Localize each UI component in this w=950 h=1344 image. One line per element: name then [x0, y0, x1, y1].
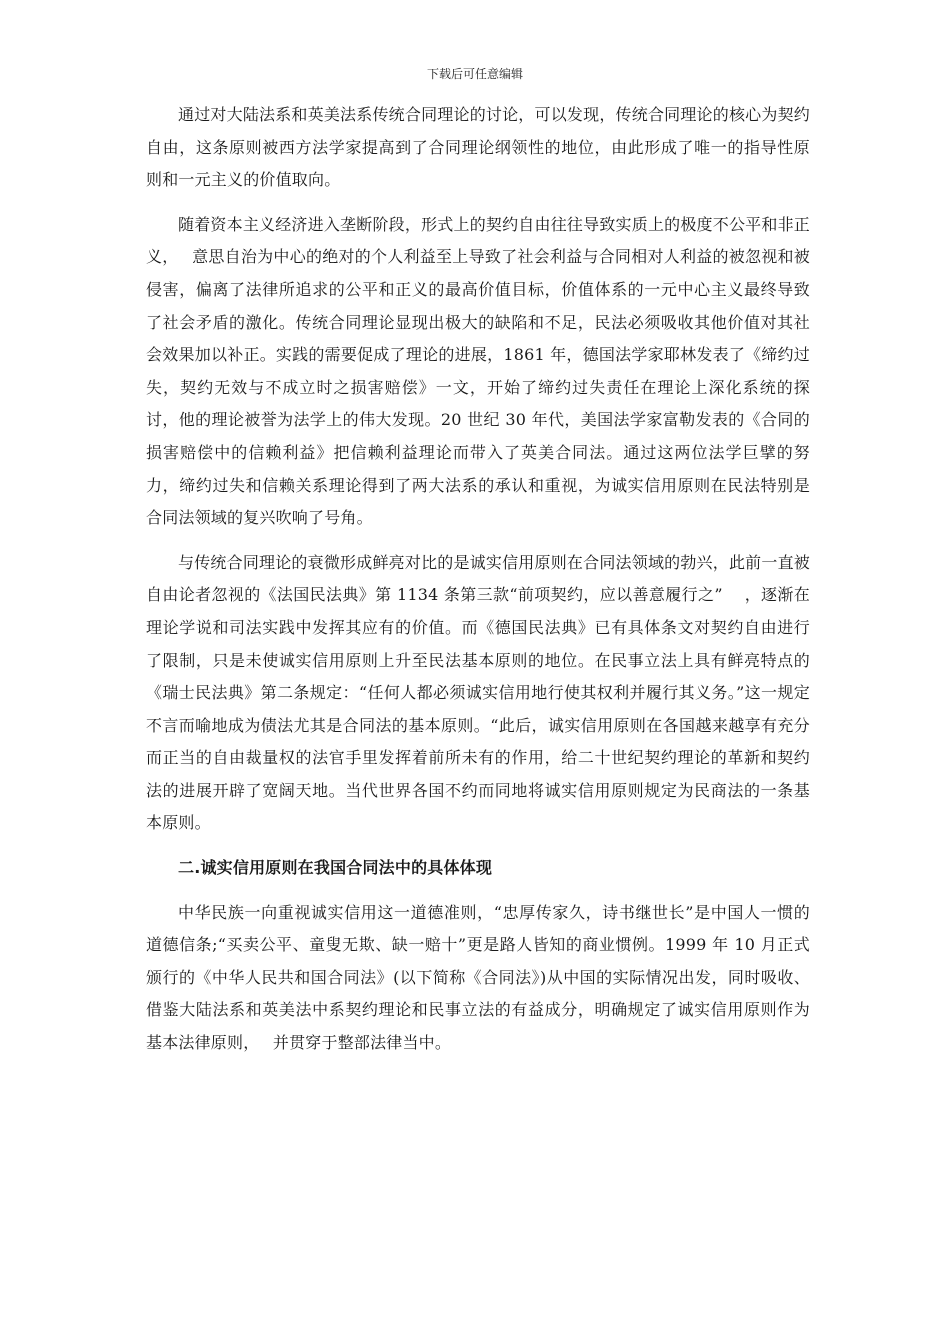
paragraph-4: 中华民族一向重视诚实信用这一道德准则，“忠厚传家久，诗书继世长”是中国人一惯的道德信条;“买卖公平、童叟无欺、缺一赔十”更是路人皆知的商业惯例。1999 年 10 月正式颁行的《中华人民共和国合同法》(以下简称《合同法》)从中国的实际情况出发，同时吸收、借鉴大陆法系和英美法中系契约理论和民事立法的有益成分，明确规定了诚实信用原则作为基本法律原则， 并贯穿于整部法律当中。 — [146, 902, 810, 1053]
paragraph-3: 与传统合同理论的衰微形成鲜亮对比的是诚实信用原则在合同法领域的勃兴，此前一直被自由论者忽视的《法国民法典》第 1134 条第三款“前项契约，应以善意履行之” ，逐渐在理论学说和司法实践中发挥其应有的价值。而《德国民法典》已有具体条文对契约自由进行了限制，只是未使诚实信用原则上升至民法基本原则的地位。在民事立法上具有鲜亮特点的《瑞士民法典》第二条规定：“任何人都必须诚实信用地行使其权利并履行其义务。”这一规定不言而喻地成为债法尤其是合同法的基本原则。“此后，诚实信用原则在各国越来越享有充分而正当的自由裁量权的法官手里发挥着前所未有的作用，给二十世纪契约理论的革新和契约法的进展开辟了宽阔天地。当代世界各国不约而同地将诚实信用原则规定为民商法的一条基本原则。 — [146, 552, 810, 833]
paragraph-2: 随着资本主义经济进入垄断阶段，形式上的契约自由往往导致实质上的极度不公平和非正义， 意思自治为中心的绝对的个人利益至上导致了社会利益与合同相对人利益的被忽视和被侵害，偏离了法律所追求的公平和正义的最高价值目标，价值体系的一元中心主义最终导致了社会矛盾的激化。传统合同理论显现出极大的缺陷和不足，民法必须吸收其他价值对其社会效果加以补正。实践的需要促成了理论的进展，1861 年，德国法学家耶林发表了《缔约过失，契约无效与不成立时之损害赔偿》一文，开始了缔约过失责任在理论上深化系统的探讨，他的理论被誉为法学上的伟大发现。20 世纪 30 年代，美国法学家富勒发表的《合同的损害赔偿中的信赖利益》把信赖利益理论而带入了英美合同法。通过这两位法学巨擘的努力，缔约过失和信赖关系理论得到了两大法系的承认和重视，为诚实信用原则在民法特别是合同法领域的复兴吹响了号角。 — [146, 214, 810, 528]
paragraph-1: 通过对大陆法系和英美法系传统合同理论的讨论，可以发现，传统合同理论的核心为契约自由，这条原则被西方法学家提高到了合同理论纲领性的地位，由此形成了唯一的指导性原则和一元主义的价值取向。 — [146, 105, 810, 190]
page-header: 下载后可任意编辑 — [426, 67, 523, 81]
document-body — [146, 99, 810, 1072]
section-heading: 二.诚实信用原则在我国合同法中的具体体现 — [178, 858, 493, 878]
